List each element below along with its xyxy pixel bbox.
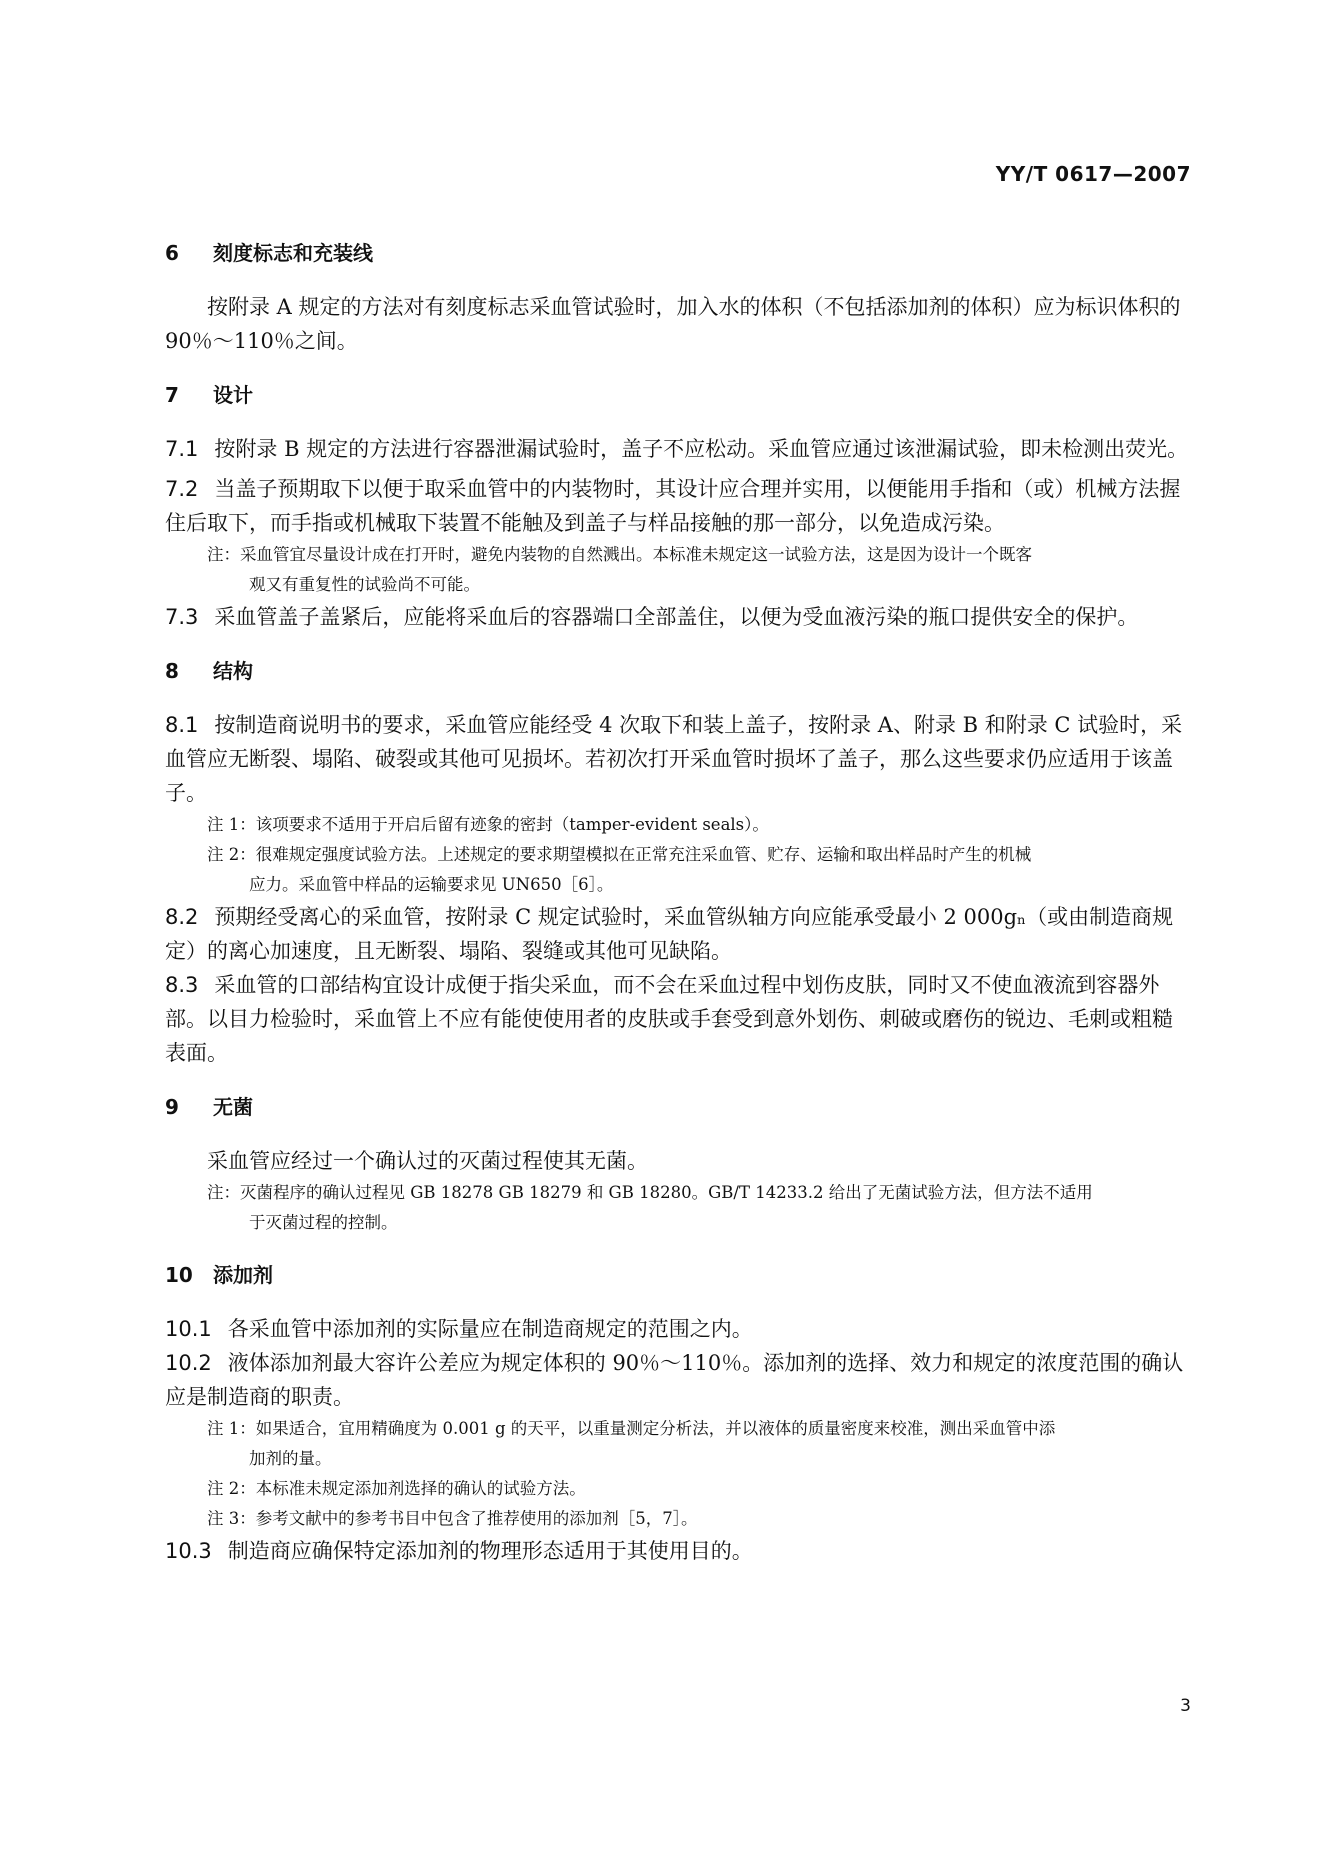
- note-line: 加剂的量。: [249, 1449, 332, 1468]
- section-title: 设计: [213, 383, 253, 407]
- section-number: 10: [165, 1263, 193, 1287]
- section-number: 7: [165, 383, 179, 407]
- clause-number: 10.3: [165, 1539, 212, 1563]
- clause-8-1-note-2: [165, 840, 1193, 900]
- clause-text: 采血管盖子盖紧后，应能将采血后的容器端口全部盖住，以便为受血液污染的瓶口提供安全的保护。: [214, 605, 1139, 629]
- section-title: 添加剂: [213, 1263, 273, 1287]
- clause-number: 8.1: [165, 713, 199, 737]
- clause-8-1: [165, 708, 1193, 810]
- clause-7-1: [165, 432, 1193, 466]
- document-code: YY/T 0617—2007: [995, 162, 1191, 186]
- clause-8-1-note-1: 注 1：该项要求不适用于开启后留有迹象的密封（tamper-evident seals）。: [207, 815, 769, 834]
- note-line: 注：采血管宜尽量设计成在打开时，避免内装物的自然溅出。本标准未规定这一试验方法，这是因为设计一个既客: [207, 545, 1032, 564]
- clause-10-2-note-1: [165, 1414, 1193, 1474]
- clause-number: 10.2: [165, 1351, 212, 1375]
- clause-text: 当盖子预期取下以便于取采血管中的内装物时，其设计应合理并实用，以便能用手指和（或）机械方法握住后取下，而手指或机械取下装置不能触及到盖子与样品接触的那一部分，以免造成污染。: [165, 477, 1181, 535]
- section-10-heading: [165, 1260, 1193, 1290]
- section-6-heading: [165, 238, 1193, 268]
- clause-7-2-note: [165, 540, 1193, 600]
- clause-10-1: [165, 1312, 1193, 1346]
- clause-text: 制造商应确保特定添加剂的物理形态适用于其使用目的。: [227, 1539, 753, 1563]
- clause-number: 7.3: [165, 605, 199, 629]
- section-9-paragraph: 采血管应经过一个确认过的灭菌过程使其无菌。: [207, 1149, 648, 1173]
- clause-8-2: [165, 900, 1193, 968]
- note-line: 注：灭菌程序的确认过程见 GB 18278 GB 18279 和 GB 18280。GB/T 14233.2 给出了无菌试验方法，但方法不适用: [207, 1183, 1093, 1202]
- clause-text: 采血管的口部结构宜设计成便于指尖采血，而不会在采血过程中划伤皮肤，同时又不使血液流到容器外部。以目力检验时，采血管上不应有能使使用者的皮肤或手套受到意外划伤、刺破或磨伤的锐边、毛刺或粗糙表面。: [165, 973, 1173, 1065]
- note-line: 应力。采血管中样品的运输要求见 UN650［6］。: [249, 875, 614, 894]
- clause-number: 7.1: [165, 437, 199, 461]
- document-body: [165, 238, 1193, 1568]
- clause-10-2: [165, 1346, 1193, 1414]
- section-title: 无菌: [213, 1095, 253, 1119]
- page-number: 3: [1180, 1696, 1191, 1716]
- clause-10-2-note-3: 注 3：参考文献中的参考书目中包含了推荐使用的添加剂［5，7］。: [207, 1509, 698, 1528]
- note-line: 注 1：如果适合，宜用精确度为 0.001 g 的天平，以重量测定分析法，并以液体的质量密度来校准，测出采血管中添: [207, 1419, 1056, 1438]
- section-6-paragraph: 按附录 A 规定的方法对有刻度标志采血管试验时，加入水的体积（不包括添加剂的体积）应为标识体积的 90％～110％之间。: [165, 295, 1181, 353]
- note-line: 观又有重复性的试验尚不可能。: [249, 575, 480, 594]
- clause-number: 10.1: [165, 1317, 212, 1341]
- clause-text: 各采血管中添加剂的实际量应在制造商规定的范围之内。: [227, 1317, 753, 1341]
- section-title: 结构: [213, 659, 253, 683]
- clause-text: 液体添加剂最大容许公差应为规定体积的 90％～110％。添加剂的选择、效力和规定的浓度范围的确认应是制造商的职责。: [165, 1351, 1184, 1409]
- section-number: 6: [165, 241, 179, 265]
- clause-number: 7.2: [165, 477, 199, 501]
- section-9-note: [165, 1178, 1193, 1238]
- clause-text: 按附录 B 规定的方法进行容器泄漏试验时，盖子不应松动。采血管应通过该泄漏试验，即未检测出荧光。: [214, 437, 1189, 461]
- clause-10-2-note-2: 注 2：本标准未规定添加剂选择的确认的试验方法。: [207, 1479, 586, 1498]
- section-9-heading: [165, 1092, 1193, 1122]
- clause-text: 预期经受离心的采血管，按附录 C 规定试验时，采血管纵轴方向应能承受最小 2 000gₙ（或由制造商规定）的离心加速度，且无断裂、塌陷、裂缝或其他可见缺陷。: [165, 905, 1174, 963]
- section-7-heading: [165, 380, 1193, 410]
- section-title: 刻度标志和充装线: [213, 241, 373, 265]
- note-line: 注 2：很难规定强度试验方法。上述规定的要求期望模拟在正常充注采血管、贮存、运输和取出样品时产生的机械: [207, 845, 1032, 864]
- section-number: 8: [165, 659, 179, 683]
- clause-10-3: [165, 1534, 1193, 1568]
- section-8-heading: [165, 656, 1193, 686]
- clause-number: 8.3: [165, 973, 199, 997]
- clause-number: 8.2: [165, 905, 199, 929]
- clause-8-3: [165, 968, 1193, 1070]
- section-number: 9: [165, 1095, 179, 1119]
- clause-7-2: [165, 472, 1193, 540]
- note-line: 于灭菌过程的控制。: [249, 1213, 398, 1232]
- clause-text: 按制造商说明书的要求，采血管应能经受 4 次取下和装上盖子，按附录 A、附录 B 和附录 C 试验时，采血管应无断裂、塌陷、破裂或其他可见损坏。若初次打开采血管时损坏了盖子，那么这些要求仍应适用于该盖子。: [165, 713, 1183, 805]
- clause-7-3: [165, 600, 1193, 634]
